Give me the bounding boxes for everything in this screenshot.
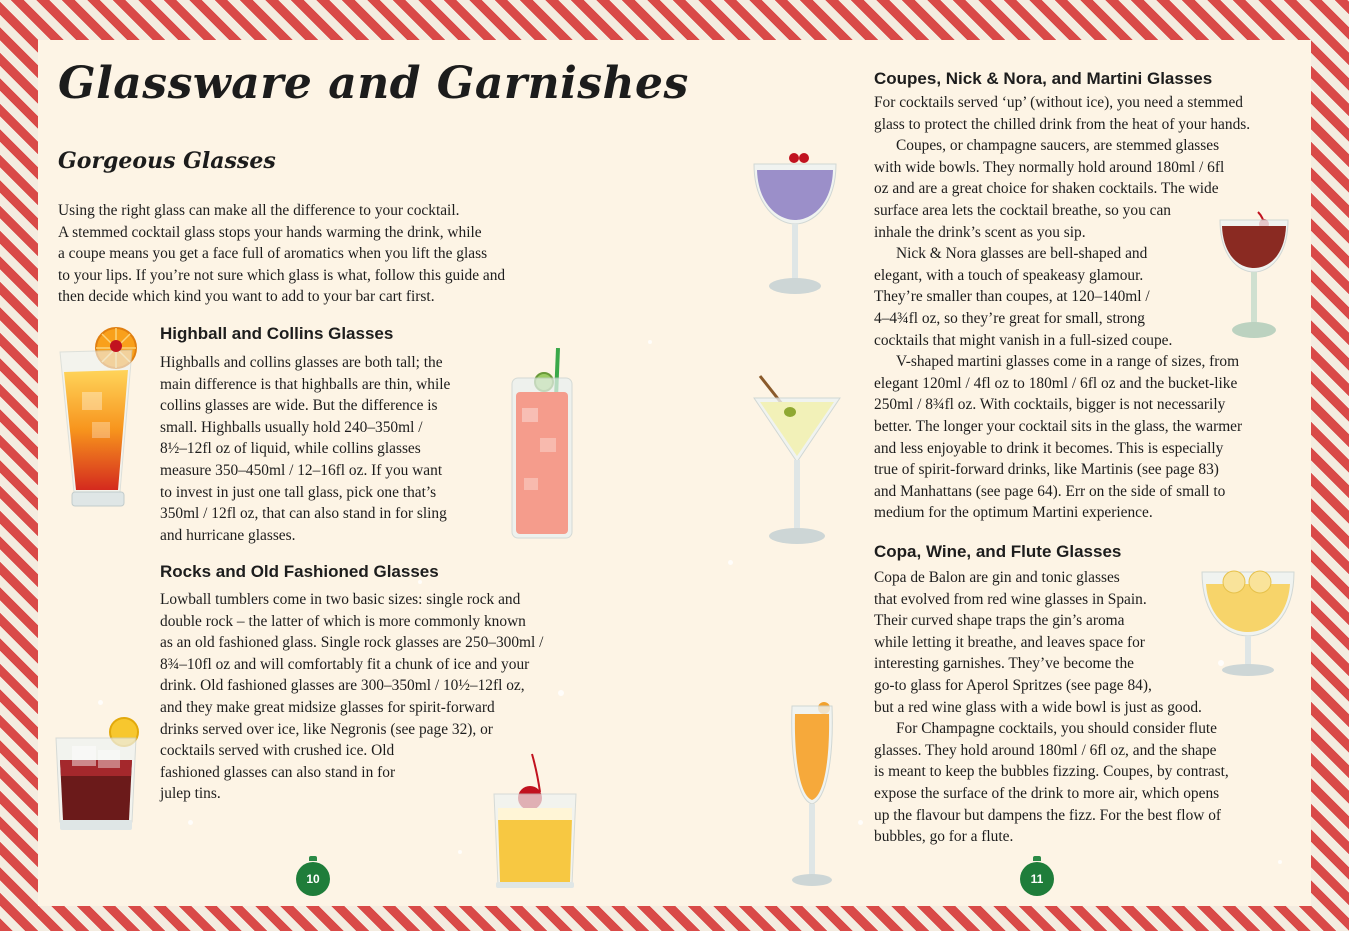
text-line: 4–4¾fl oz, so they’re great for small, strong xyxy=(874,309,1145,327)
copa-glass-illustration xyxy=(1198,562,1298,678)
text-line: main difference is that highballs are thin, while xyxy=(160,375,451,393)
copa-paragraph xyxy=(874,567,1229,848)
snow-fleck xyxy=(858,820,863,825)
text-line: Their curved shape traps the gin’s aroma xyxy=(874,612,1125,630)
text-line: For cocktails served ‘up’ (without ice), you need a stemmed xyxy=(874,94,1243,111)
collins-glass-illustration xyxy=(502,348,582,548)
snow-fleck xyxy=(98,700,103,705)
text-line: drinks served over ice, like Negronis (see page 32), or xyxy=(160,720,493,738)
text-line: as an old fashioned glass. Single rock glasses are 250–300ml / xyxy=(160,634,544,652)
text-line: elegant 120ml / 4fl oz to 180ml / 6fl oz and the bucket-like xyxy=(874,374,1238,392)
coupes-paragraph xyxy=(874,92,1250,524)
text-line: inhale the drink’s scent as you sip. xyxy=(874,223,1086,241)
text-line: cocktails served with crushed ice. Old xyxy=(160,742,395,760)
highball-paragraph xyxy=(160,352,450,546)
rocks-glass-illustration xyxy=(50,716,146,836)
text-line: is meant to keep the bubbles fizzing. Coupes, by contrast, xyxy=(874,763,1229,781)
text-line: small. Highballs usually hold 240–350ml / xyxy=(160,418,423,436)
flute-glass-illustration xyxy=(782,700,842,890)
text-line: They’re smaller than coupes, at 120–140ml / xyxy=(874,288,1150,306)
text-line: measure 350–450ml / 12–16fl oz. If you want xyxy=(160,461,443,479)
snow-fleck xyxy=(188,820,193,825)
text-line: V-shaped martini glasses come in a range of sizes, from xyxy=(896,353,1240,371)
text-line: expose the surface of the drink to more air, which opens xyxy=(874,784,1220,802)
snow-fleck xyxy=(558,690,564,696)
intro-paragraph xyxy=(58,200,505,308)
snow-fleck xyxy=(728,560,733,565)
text-line: to your lips. If you’re not sure which glass is what, follow this guide and xyxy=(58,266,506,284)
page-number-left: 10 xyxy=(296,862,330,896)
text-line: oz and are a great choice for shaken cocktails. The wide xyxy=(874,180,1219,198)
text-line: 250ml / 8¾fl oz. With cocktails, bigger is not necessarily xyxy=(874,396,1226,414)
highball-glass-illustration xyxy=(52,322,144,522)
text-line: bubbles, go for a flute. xyxy=(874,828,1014,846)
text-line: medium for the optimum Martini experience. xyxy=(874,504,1153,522)
snow-fleck xyxy=(458,850,462,854)
rocks-heading: Rocks and Old Fashioned Glasses xyxy=(160,562,439,581)
coupe-glass-illustration xyxy=(752,150,838,298)
text-line: 8¾–10fl oz and will comfortably fit a chunk of ice and your xyxy=(160,655,530,673)
text-line: For Champagne cocktails, you should consider flute xyxy=(896,720,1218,738)
sour-glass-illustration xyxy=(490,748,580,890)
text-line: Lowball tumblers come in two basic sizes: single rock and xyxy=(160,591,521,608)
coupes-heading: Coupes, Nick & Nora, and Martini Glasses xyxy=(874,69,1213,88)
text-line: that evolved from red wine glasses in Spain. xyxy=(874,590,1147,608)
text-line: glasses. They hold around 180ml / 6fl oz, and the shape xyxy=(874,741,1217,759)
text-line: A stemmed cocktail glass stops your hands warming the drink, while xyxy=(58,223,482,241)
text-line: true of spirit-forward drinks, like Martinis (see page 83) xyxy=(874,461,1219,479)
text-line: go-to glass for Aperol Spritzes (see page 84), xyxy=(874,676,1152,694)
text-line: 8½–12fl oz of liquid, while collins glasses xyxy=(160,440,421,458)
section-subtitle: Gorgeous Glasses xyxy=(58,148,276,174)
page-title: Glassware and Garnishes xyxy=(58,58,689,109)
nick-nora-glass-illustration xyxy=(1218,206,1290,342)
text-line: to invest in just one tall glass, pick one that’s xyxy=(160,483,437,501)
text-line: Nick & Nora glasses are bell-shaped and xyxy=(896,245,1148,263)
text-line: julep tins. xyxy=(160,785,221,803)
highball-heading: Highball and Collins Glasses xyxy=(160,324,394,343)
text-line: then decide which kind you want to add to your bar cart first. xyxy=(58,288,435,306)
text-line: up the flavour but dampens the fizz. For the best flow of xyxy=(874,806,1222,824)
text-line: and they make great midsize glasses for spirit-forward xyxy=(160,698,495,716)
text-line: surface area lets the cocktail breathe, so you can xyxy=(874,201,1171,219)
copa-heading: Copa, Wine, and Flute Glasses xyxy=(874,542,1122,561)
text-line: elegant, with a touch of speakeasy glamour. xyxy=(874,266,1144,284)
text-line: and hurricane glasses. xyxy=(160,526,296,544)
snow-fleck xyxy=(648,340,652,344)
text-line: cocktails that might vanish in a full-sized coupe. xyxy=(874,331,1173,349)
martini-glass-illustration xyxy=(752,372,842,548)
text-line: Using the right glass can make all the difference to your cocktail. xyxy=(58,202,460,219)
text-line: and Manhattans (see page 64). Err on the side of small to xyxy=(874,482,1226,500)
text-line: better. The longer your cocktail sits in the glass, the warmer xyxy=(874,417,1243,435)
text-line: double rock – the latter of which is more commonly known xyxy=(160,612,526,630)
text-line: with wide bowls. They normally hold around 180ml / 6fl xyxy=(874,158,1225,176)
page-number-right: 11 xyxy=(1020,862,1054,896)
book-spread xyxy=(38,40,1311,906)
rocks-paragraph xyxy=(160,589,543,805)
text-line: fashioned glasses can also stand in for xyxy=(160,763,396,781)
text-line: interesting garnishes. They’ve become the xyxy=(874,655,1134,673)
text-line: Copa de Balon are gin and tonic glasses xyxy=(874,569,1120,586)
text-line: Coupes, or champagne saucers, are stemmed glasses xyxy=(896,137,1220,155)
text-line: 350ml / 12fl oz, that can also stand in for sling xyxy=(160,505,447,523)
text-line: and less enjoyable to drink it becomes. This is especially xyxy=(874,439,1224,457)
text-line: but a red wine glass with a wide bowl is just as good. xyxy=(874,698,1202,716)
text-line: Highballs and collins glasses are both tall; the xyxy=(160,354,443,371)
text-line: while letting it breathe, and leaves space for xyxy=(874,633,1145,651)
text-line: drink. Old fashioned glasses are 300–350ml / 10½–12fl oz, xyxy=(160,677,525,695)
text-line: collins glasses are wide. But the difference is xyxy=(160,397,438,415)
text-line: glass to protect the chilled drink from the heat of your hands. xyxy=(874,115,1251,133)
snow-fleck xyxy=(1278,860,1282,864)
text-line: a coupe means you get a face full of aromatics when you lift the glass xyxy=(58,245,488,263)
